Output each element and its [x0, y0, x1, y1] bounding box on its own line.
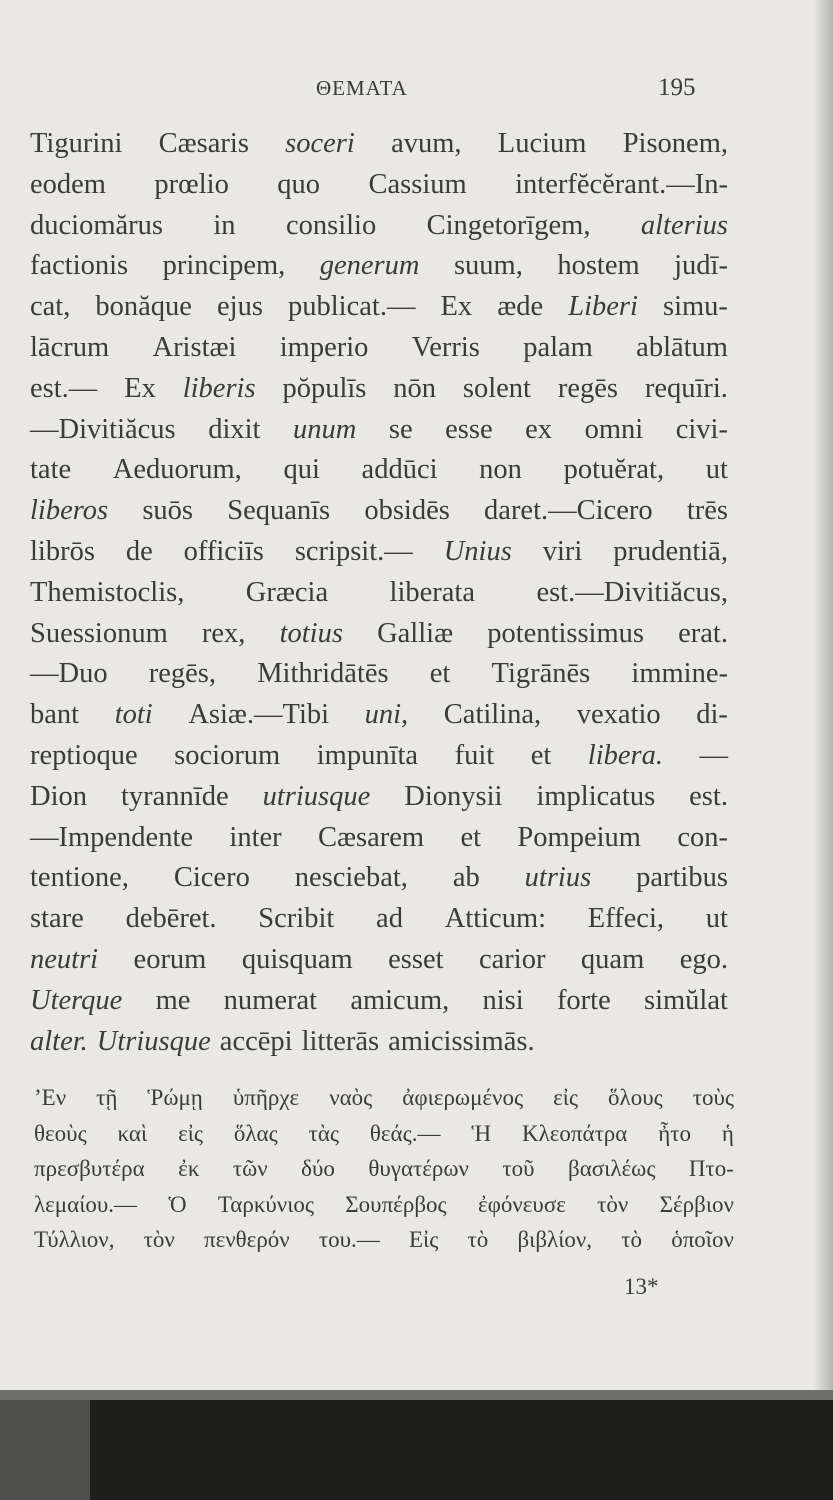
italic-word: Utriusque [96, 1025, 211, 1057]
text-line [30, 124, 728, 165]
word: ut [705, 454, 728, 486]
word: Tigrānēs [491, 658, 591, 690]
word: non [479, 454, 522, 486]
word: Ῥώμῃ [147, 1085, 203, 1110]
word: ab [452, 862, 480, 894]
italic-word: totius [279, 617, 343, 649]
word: esset [388, 943, 444, 975]
word: pŏpulīs [282, 372, 367, 404]
text-line [30, 287, 728, 328]
word: ὅλους [608, 1085, 663, 1110]
text-line [30, 818, 728, 859]
word: lācrum [30, 331, 110, 363]
text-line [30, 532, 728, 573]
word: Cicero [173, 862, 250, 894]
word: Τύλλιον, [34, 1227, 115, 1253]
word: amicissimās. [388, 1025, 535, 1057]
word: ’Εν [34, 1085, 67, 1110]
greek-text-line [34, 1116, 734, 1152]
word: requīri. [644, 372, 728, 404]
word: Aristæi [152, 331, 237, 363]
text-line [30, 328, 728, 369]
word: rex, [201, 617, 246, 649]
word: judī- [674, 250, 728, 282]
word: consilio [285, 209, 377, 241]
word: Σουπέρβος [345, 1191, 447, 1217]
word: et [530, 739, 552, 771]
word: debēret. [125, 903, 217, 935]
page-header [0, 74, 833, 104]
word: est.—Divitiăcus, [536, 576, 728, 608]
italic-word: libera. [587, 739, 663, 771]
greek-text-line [34, 1222, 734, 1258]
greek-text-line [34, 1187, 734, 1223]
running-title: ΘΕΜΑΤΑ [316, 76, 408, 100]
word: di- [696, 699, 728, 731]
word: reptioque [30, 739, 138, 771]
word: potuĕrat, [563, 454, 665, 486]
word: ὁποῖον [671, 1227, 734, 1253]
word: τοὺς [692, 1085, 734, 1110]
word: æde [497, 291, 544, 323]
word: ἀφιερωμένος [402, 1085, 524, 1110]
text-line [30, 369, 728, 410]
italic-word: Liberi [568, 291, 638, 323]
italic-word: Uterque [30, 984, 123, 1016]
italic-word: alter. [30, 1025, 88, 1057]
word: eodem [30, 168, 106, 200]
word: obsidēs [364, 495, 450, 527]
italic-word: neutri [30, 943, 99, 975]
word: —Impendente [30, 821, 194, 853]
word: τῇ [96, 1085, 118, 1110]
word: του.— [318, 1227, 380, 1253]
word: Σέρβιον [659, 1191, 734, 1217]
word: officiīs [183, 535, 264, 567]
word: ὑπῆρχε [232, 1085, 300, 1110]
text-line [30, 410, 728, 451]
word: interfĕcĕrant.—In- [515, 168, 728, 200]
text-line [30, 165, 728, 206]
greek-text-line [34, 1151, 734, 1187]
text-line [30, 777, 728, 818]
text-line [30, 573, 728, 614]
word: Ex [440, 291, 473, 323]
word: Sequanīs [227, 495, 331, 527]
word: — [699, 739, 728, 771]
word: suum, [453, 250, 523, 282]
word: amicum, [350, 984, 450, 1016]
word: ὅλας [233, 1120, 278, 1146]
word: et [429, 658, 451, 690]
word: immine- [631, 658, 728, 690]
word: tyrannīde [120, 780, 229, 812]
word: prudentiā, [613, 535, 728, 567]
word: Pompeium [517, 821, 641, 853]
word: scripsit.— [294, 535, 413, 567]
word: Ἡ [471, 1120, 492, 1146]
word: omni [584, 413, 644, 445]
word: factionis [30, 250, 129, 282]
word: et [460, 821, 482, 853]
word: ἦτο [658, 1120, 691, 1146]
word: ex [525, 413, 553, 445]
word: accēpi [219, 1025, 293, 1057]
word: Themistoclis, [30, 576, 185, 608]
word: qui [283, 454, 320, 486]
text-line [30, 246, 728, 287]
word: viri [542, 535, 583, 567]
page-edge-shadow [0, 1390, 833, 1400]
word: nōn [393, 372, 436, 404]
word: Mithridātēs [257, 658, 389, 690]
italic-word: generum [319, 250, 420, 282]
word: dixit [208, 413, 261, 445]
italic-word: soceri [285, 128, 355, 159]
text-line [30, 614, 728, 655]
word: πενθερόν [203, 1227, 290, 1253]
word: liberata [389, 576, 475, 608]
word: litterās [301, 1025, 380, 1057]
word: Εἰς [408, 1227, 439, 1253]
word: ναὸς [329, 1085, 373, 1110]
word: simu- [662, 291, 728, 323]
word: addūci [361, 454, 438, 486]
word: Lucium [497, 128, 587, 159]
word: vexatio [576, 699, 661, 731]
word: Dion [30, 780, 87, 812]
word: carior [479, 943, 546, 975]
text-line [30, 491, 728, 532]
word: τὸ [621, 1227, 642, 1253]
word: ad [376, 903, 403, 935]
text-line [30, 940, 728, 981]
text-line [30, 1022, 728, 1063]
greek-exercise-text [34, 1080, 734, 1258]
word: sociorum [174, 739, 281, 771]
word: eorum [133, 943, 207, 975]
text-line [30, 981, 728, 1022]
word: in [213, 209, 236, 241]
word: trēs [686, 495, 728, 527]
word: civi- [675, 413, 728, 445]
word: hostem [557, 250, 640, 282]
word: principem, [162, 250, 286, 282]
text-line [30, 695, 728, 736]
word: inter [229, 821, 282, 853]
word: forte [556, 984, 611, 1016]
word: καὶ [117, 1120, 148, 1146]
word: τῶν [232, 1156, 268, 1182]
word: λεμαίου.— [34, 1191, 138, 1217]
text-line [30, 899, 728, 940]
word: δύο [301, 1156, 335, 1182]
italic-word: liberos [30, 495, 109, 527]
word: palam [523, 331, 593, 363]
word: potentissimus [487, 617, 644, 649]
italic-word: liberis [182, 372, 256, 404]
word: Ex [124, 372, 156, 404]
word: τὸ [467, 1227, 489, 1253]
word: Scribit [258, 903, 335, 935]
word: implicatus [536, 780, 656, 812]
word: tentione, [30, 862, 129, 894]
italic-word: alterius [640, 209, 728, 241]
word: partibus [636, 862, 728, 894]
word: Cæsaris [158, 128, 249, 159]
scan-background-strip [0, 1390, 833, 1500]
word: ut [705, 903, 728, 935]
word: simŭlat [644, 984, 728, 1016]
word: librōs [30, 535, 95, 567]
word: Asiæ.—Tibi [188, 699, 330, 731]
word: prœlio [154, 168, 229, 200]
word: Verris [411, 331, 480, 363]
italic-word: unum [292, 413, 357, 445]
word: εἰς [553, 1085, 579, 1110]
italic-word: uni, [364, 699, 409, 731]
italic-word: toti [114, 699, 153, 731]
word: ἐκ [178, 1156, 200, 1182]
word: τοῦ [502, 1156, 535, 1182]
printer-signature-mark: 13* [624, 1274, 659, 1299]
word: ablātum [636, 331, 728, 363]
word: Galliæ [377, 617, 454, 649]
word: cat, [30, 291, 71, 323]
word: ἡ [721, 1120, 734, 1146]
word: quo [277, 168, 321, 200]
word: numerat [223, 984, 318, 1016]
word: τὸν [143, 1227, 175, 1253]
italic-word: utrius [524, 862, 592, 894]
word: Cæsarem [318, 821, 425, 853]
text-line [30, 450, 728, 491]
word: esse [445, 413, 493, 445]
word: stare [30, 903, 84, 935]
word: Græcia [245, 576, 329, 608]
word: Ὁ [168, 1191, 187, 1217]
word: publicat.— [288, 291, 416, 323]
italic-word: Unius [443, 535, 512, 567]
word: bant [30, 699, 80, 731]
word: nisi [482, 984, 524, 1016]
word: θεάς.— [369, 1120, 441, 1146]
word: solent [462, 372, 531, 404]
word: Effeci, [587, 903, 664, 935]
greek-text-line [34, 1080, 734, 1116]
word: Cassium [368, 168, 467, 200]
word: θυγατέρων [368, 1156, 469, 1182]
word: θεοὺς [34, 1120, 87, 1146]
word: regēs [557, 372, 618, 404]
word: me [155, 984, 191, 1016]
word: —Divitiăcus [30, 413, 176, 445]
page-number: 195 [658, 74, 696, 101]
word: βιβλίον, [517, 1227, 593, 1253]
word: τὰς [308, 1120, 339, 1146]
word: ego. [679, 943, 728, 975]
word: Atticum: [444, 903, 547, 935]
italic-word: utriusque [262, 780, 371, 812]
word: erat. [678, 617, 728, 649]
word: Tigurini [30, 128, 123, 159]
word: Catilina, [443, 699, 542, 731]
word: Cingetorīgem, [426, 209, 591, 241]
word: Suessionum [30, 617, 168, 649]
word: avum, [391, 128, 462, 159]
word: ejus [217, 291, 263, 323]
word: quisquam [241, 943, 353, 975]
word: —Duo [30, 658, 108, 690]
word: Aeduorum, [112, 454, 242, 486]
word: daret.—Cicero [484, 495, 653, 527]
word: est. [689, 780, 728, 812]
word: duciomărus [30, 209, 163, 241]
word: se [388, 413, 413, 445]
word: quam [580, 943, 645, 975]
text-line [30, 654, 728, 695]
word: impunīta [316, 739, 419, 771]
word: con- [677, 821, 728, 853]
word: regēs, [148, 658, 217, 690]
book-cover-edge [0, 1400, 90, 1500]
word: suōs [142, 495, 194, 527]
word: de [125, 535, 153, 567]
word: bonăque [95, 291, 192, 323]
word: Pisonem, [622, 128, 728, 159]
word: est.— [30, 372, 98, 404]
word: imperio [279, 331, 369, 363]
word: nesciebat, [294, 862, 408, 894]
word: Πτο- [688, 1156, 734, 1182]
word: tate [30, 454, 72, 486]
word: βασιλέως [568, 1156, 656, 1182]
word: ἐφόνευσε [477, 1191, 566, 1217]
word: τὸν [597, 1191, 629, 1217]
text-line [30, 858, 728, 899]
text-line [30, 206, 728, 247]
text-line [30, 736, 728, 777]
word: εἰς [178, 1120, 204, 1146]
word: Dionysii [404, 780, 503, 812]
word: πρεσβυτέρα [34, 1156, 145, 1182]
latin-exercise-text [30, 124, 728, 1062]
word: fuit [454, 739, 495, 771]
word: Κλεοπάτρα [521, 1120, 628, 1146]
word: Ταρκύνιος [217, 1191, 314, 1217]
